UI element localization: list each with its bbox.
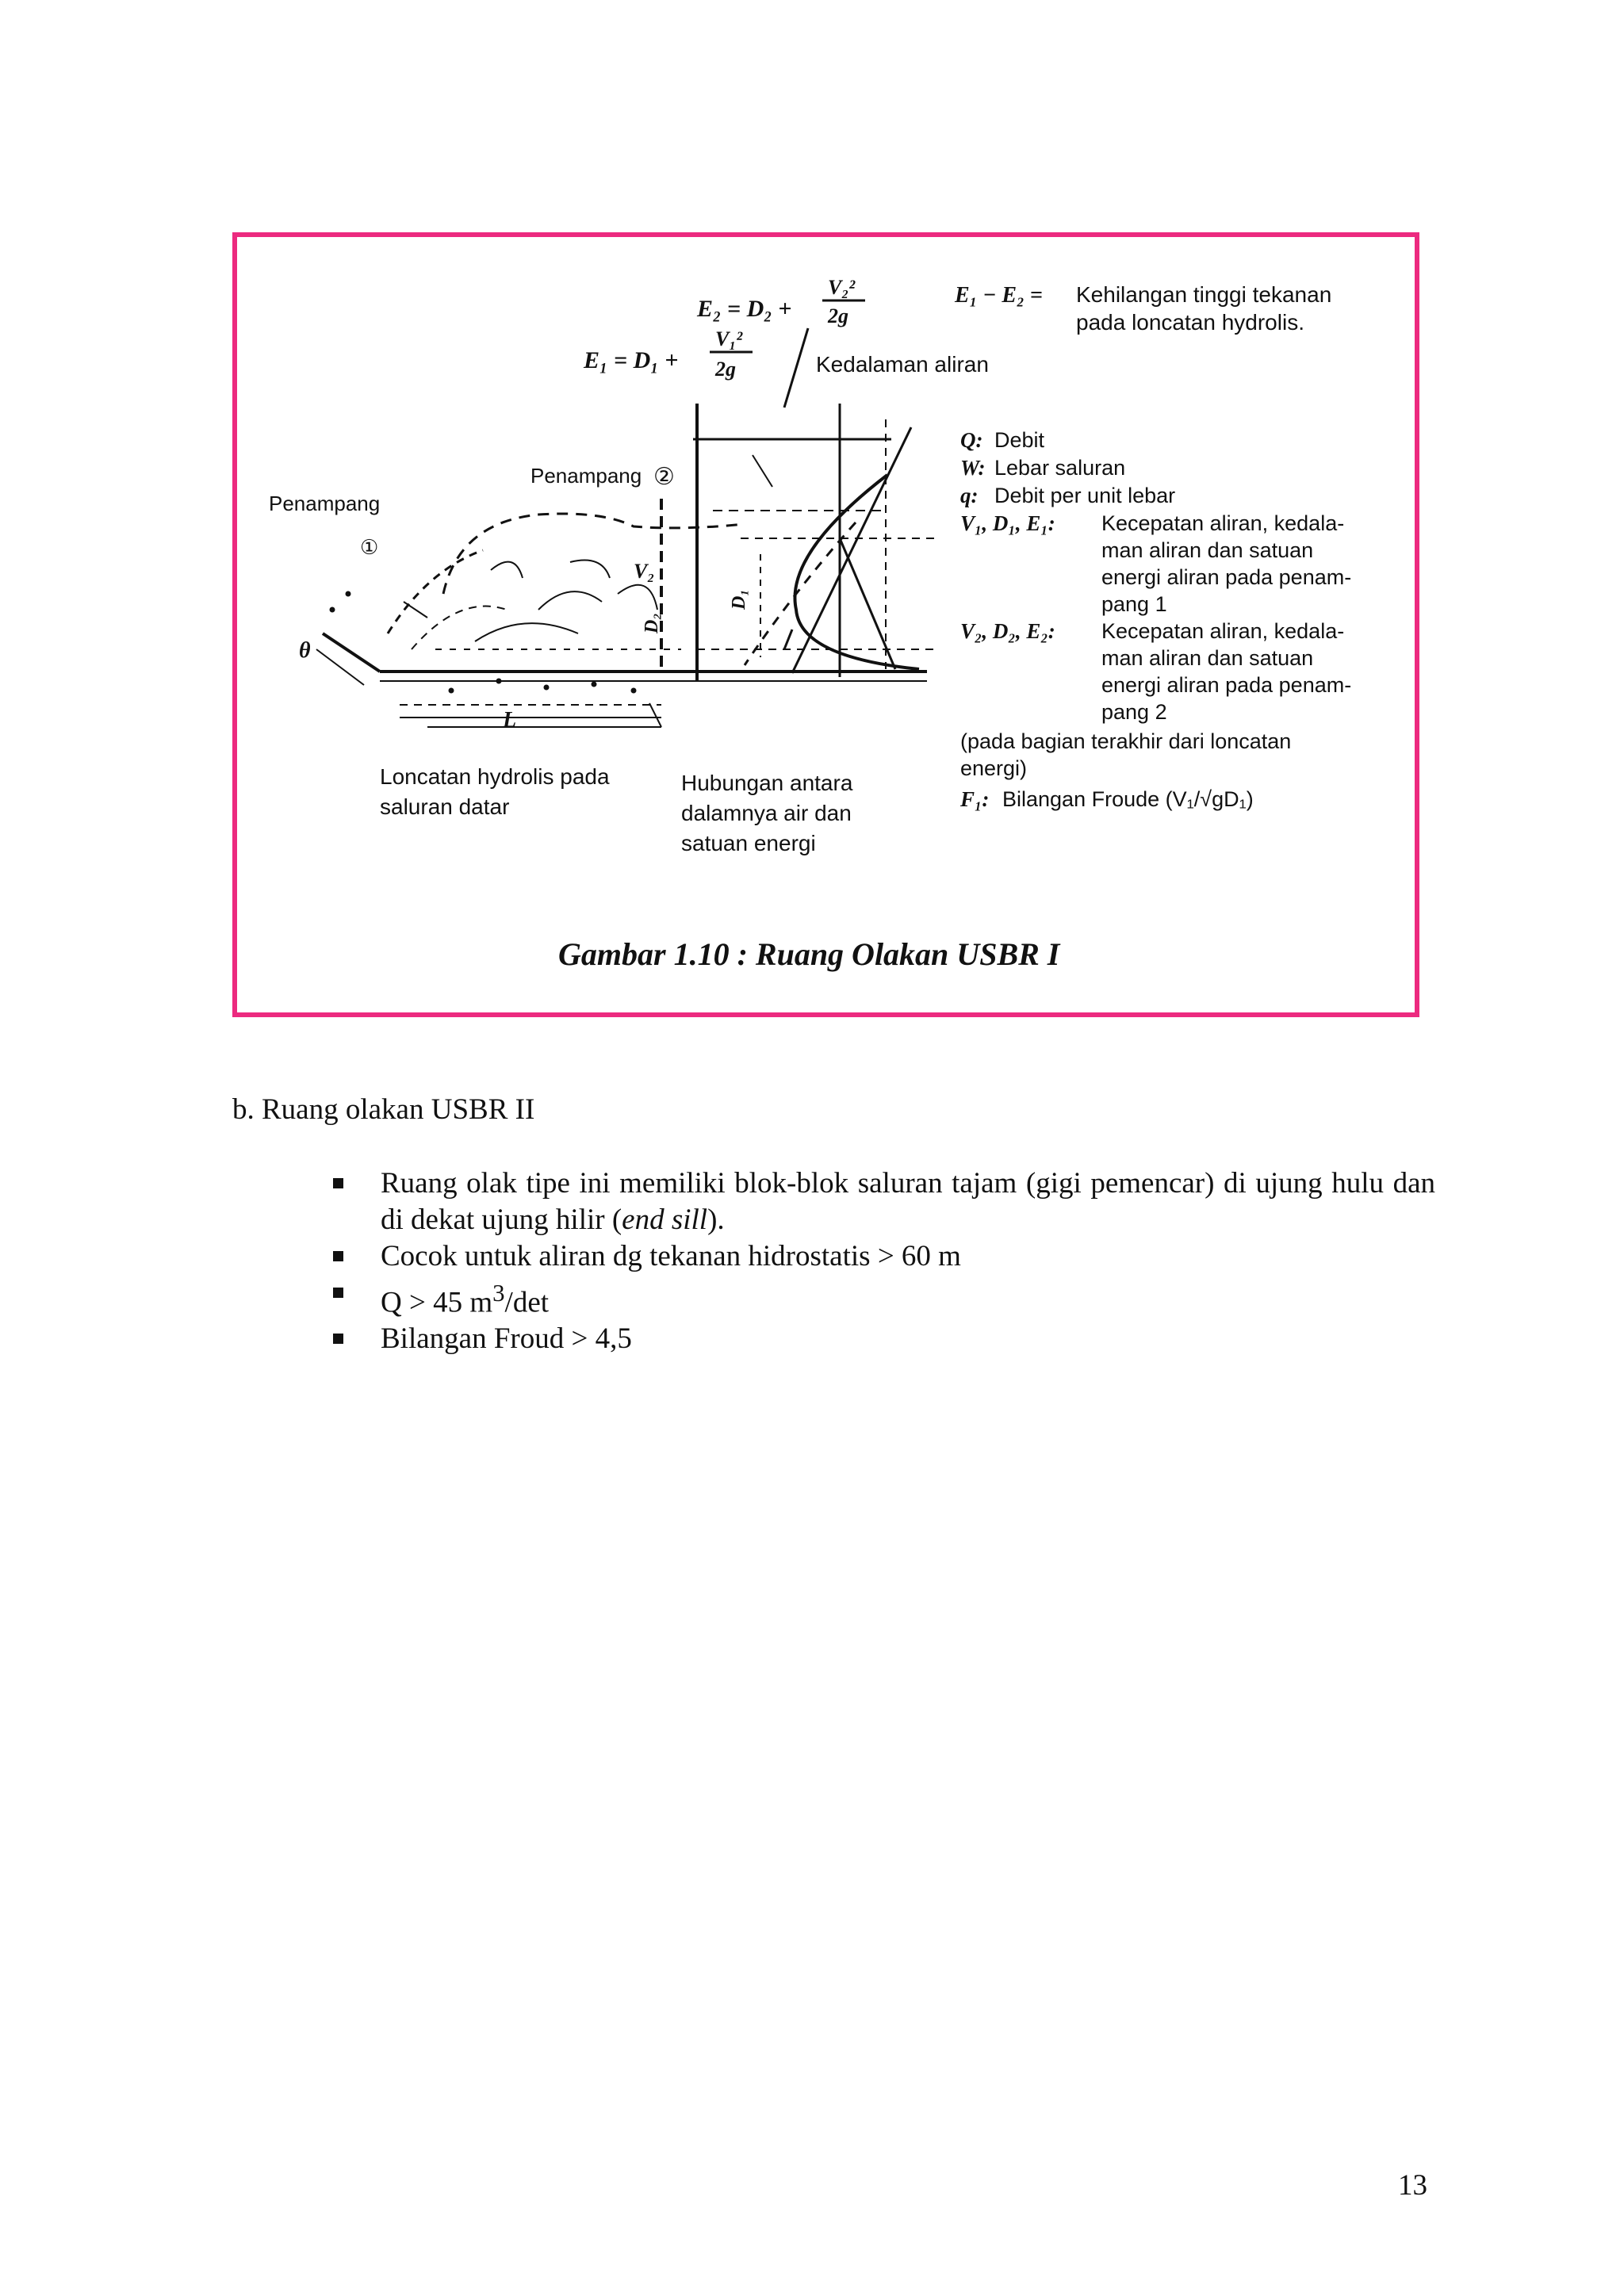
penampang-2-label: Penampang xyxy=(530,464,642,488)
figure-caption: Gambar 1.10 : Ruang Olakan USBR I xyxy=(558,936,1060,972)
legend-v2-line4: pang 2 xyxy=(1101,700,1167,724)
kedalaman-label: Kedalaman aliran xyxy=(816,352,989,377)
caption-left-1: Loncatan hydrolis pada xyxy=(380,764,610,789)
legend-v1-line4: pang 1 xyxy=(1101,592,1167,616)
theta-label: θ xyxy=(299,638,311,663)
legend-f1-val: Bilangan Froude (V₁/√gD₁) xyxy=(1002,787,1254,811)
bullet-marker xyxy=(333,1178,343,1188)
energy-depth-plot xyxy=(693,404,935,681)
loss-eq: E₁ − E₂ = xyxy=(955,283,1043,308)
eq-e2-den: 2g xyxy=(828,304,848,327)
legend-q-key: Q: xyxy=(960,428,983,452)
legend-v1-line3: energi aliran pada penam- xyxy=(1101,565,1352,589)
hydraulic-jump-sketch xyxy=(316,499,927,727)
eq-e1-num: V₁² xyxy=(715,327,743,350)
d1-label: D₁ xyxy=(729,589,749,610)
legend-v2-line2: man aliran dan satuan xyxy=(1101,646,1314,670)
loss-text-1: Kehilangan tinggi tekanan xyxy=(1076,282,1332,307)
loss-text-2: pada loncatan hydrolis. xyxy=(1076,310,1304,335)
bullet-item xyxy=(333,1165,1435,1238)
bullet-list xyxy=(333,1165,1435,1357)
caption-mid-1: Hubungan antara xyxy=(681,771,853,795)
eq-e2-lhs: E₂ = D₂ + xyxy=(697,296,792,322)
legend-v2-key: V₂, D₂, E₂: xyxy=(960,619,1055,643)
legend-v1-line2: man aliran dan satuan xyxy=(1101,538,1314,562)
caption-mid-3: satuan energi xyxy=(681,831,816,855)
legend-v1-line1: Kecepatan aliran, kedala- xyxy=(1101,511,1345,535)
penampang-1-label: Penampang xyxy=(269,492,381,515)
bullet2-text: Cocok untuk aliran dg tekanan hidrostatis > 60 m xyxy=(381,1240,961,1272)
penampang-2-num: ② xyxy=(653,464,675,490)
legend-note-1: (pada bagian terakhir dari loncatan xyxy=(960,729,1292,753)
v2-label: V₂ xyxy=(634,560,655,583)
legend-note-2: energi) xyxy=(960,756,1028,780)
legend-v2-line1: Kecepatan aliran, kedala- xyxy=(1101,619,1345,643)
caption-mid-2: dalamnya air dan xyxy=(681,801,852,825)
d2-label: D₂ xyxy=(642,613,662,633)
legend-f1-key: F₁: xyxy=(960,787,990,811)
bullet4-text: Bilangan Froud > 4,5 xyxy=(381,1322,632,1356)
eq-e1-lhs: E₁ = D₁ + xyxy=(584,347,679,373)
legend-qs-key: q: xyxy=(960,484,979,507)
legend-qs-val: Debit per unit lebar xyxy=(994,484,1176,507)
page-number: 13 xyxy=(1398,2169,1427,2202)
bullet-marker xyxy=(333,1334,343,1344)
legend-v1-key: V₁, D₁, E₁: xyxy=(960,511,1055,535)
eq-e2-num: V₂² xyxy=(828,276,856,299)
bullet3-tail: /det xyxy=(504,1286,550,1319)
section-heading: b. Ruang olakan USBR II xyxy=(232,1093,535,1126)
legend xyxy=(959,428,1351,811)
bullet-item xyxy=(333,1238,1435,1275)
legend-w-val: Lebar saluran xyxy=(994,456,1126,480)
eq-e1-den: 2g xyxy=(715,358,736,381)
penampang-1-num: ① xyxy=(360,535,379,559)
bullet1-text: Ruang olak tipe ini memiliki blok-blok saluran tajam (gigi pemencar) di ujung hulu dan di dekat ujung hilir ( xyxy=(381,1167,1435,1236)
figure-frame xyxy=(232,232,1419,1017)
legend-w-key: W: xyxy=(960,456,986,480)
bullet-marker xyxy=(333,1288,343,1298)
bullet-item xyxy=(333,1275,1435,1321)
bullet3-text: Q > 45 m xyxy=(381,1286,493,1319)
l-label: L xyxy=(503,708,517,733)
bullet-item xyxy=(333,1321,1435,1357)
usbr-i-diagram xyxy=(237,237,1415,1012)
bullet1-tail: ). xyxy=(707,1203,725,1236)
legend-v2-line3: energi aliran pada penam- xyxy=(1101,673,1352,697)
caption-left-2: saluran datar xyxy=(380,794,510,819)
legend-q-val: Debit xyxy=(994,428,1045,452)
bullet3-superscript: 3 xyxy=(492,1280,505,1307)
bullet-marker xyxy=(333,1251,343,1261)
bullet1-emphasis: end sill xyxy=(622,1203,708,1236)
